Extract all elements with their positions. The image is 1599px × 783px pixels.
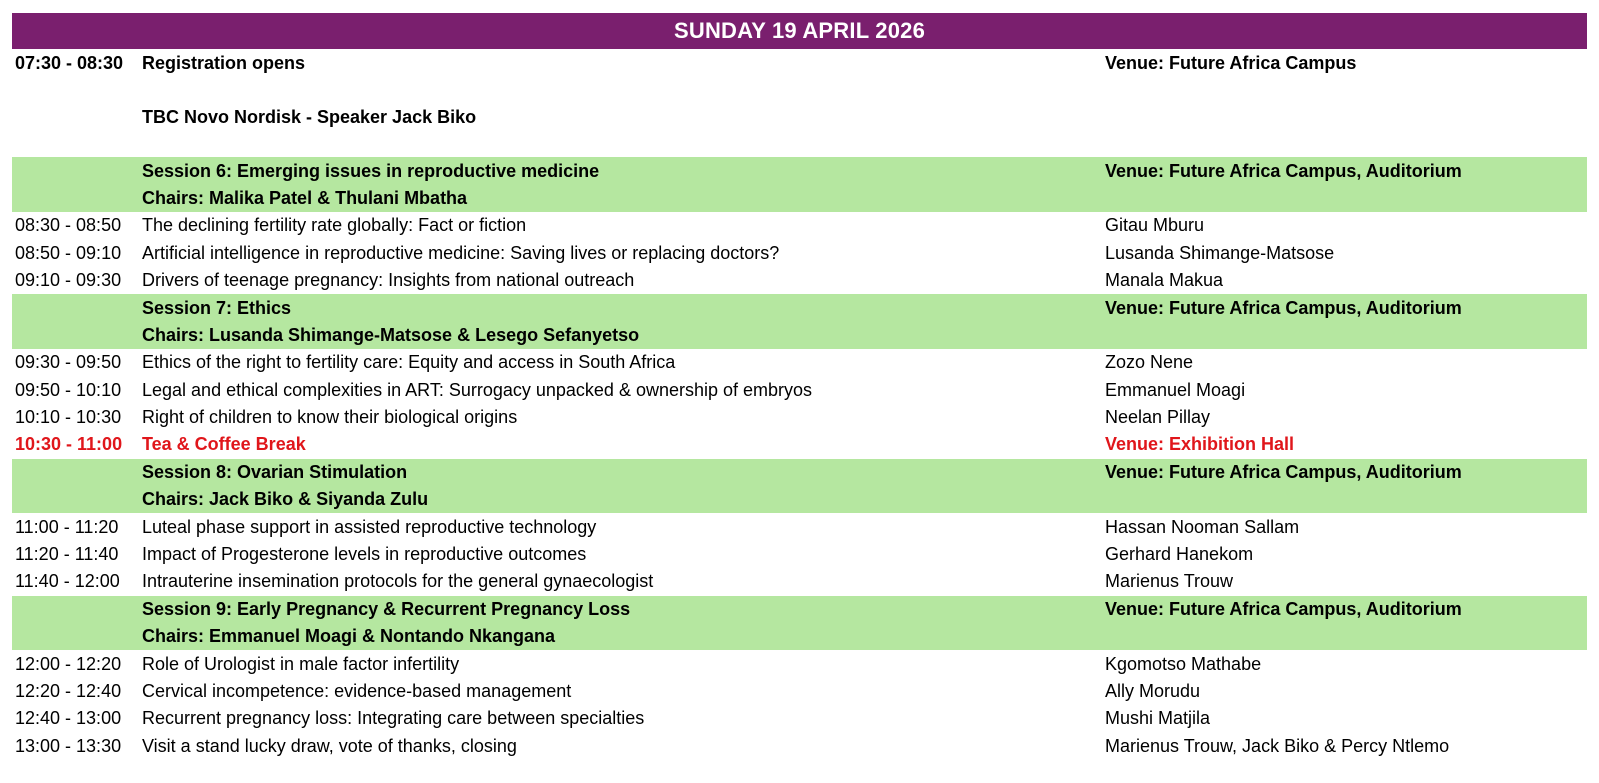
talk-title: Luteal phase support in assisted reproductive technology bbox=[142, 516, 597, 537]
session-header-row bbox=[12, 459, 1587, 486]
session-header-row bbox=[12, 294, 1587, 321]
speaker-name: Zozo Nene bbox=[1105, 352, 1194, 373]
time-cell: 08:30 - 08:50 bbox=[15, 215, 122, 236]
speaker-name: Gitau Mburu bbox=[1105, 215, 1205, 236]
sponsor-row bbox=[12, 104, 1587, 131]
session-chairs: Chairs: Malika Patel & Thulani Mbatha bbox=[142, 187, 468, 208]
session-venue: Venue: Future Africa Campus, Auditorium bbox=[1105, 461, 1462, 482]
session-header-row bbox=[12, 596, 1587, 623]
talk-row bbox=[12, 404, 1587, 431]
session-chairs: Chairs: Lusanda Shimange-Matsose & Lesego Sefanyetso bbox=[142, 324, 640, 345]
session-chairs-row bbox=[12, 623, 1587, 650]
spacer bbox=[12, 77, 1587, 104]
speaker-name: Mushi Matjila bbox=[1105, 708, 1211, 729]
programme-sheet bbox=[12, 13, 1587, 760]
speaker-name: Marienus Trouw, Jack Biko & Percy Ntlemo bbox=[1105, 735, 1450, 756]
talk-row bbox=[12, 212, 1587, 239]
venue-cell: Venue: Future Africa Campus bbox=[1105, 52, 1357, 73]
talk-row bbox=[12, 349, 1587, 376]
break-row bbox=[12, 431, 1587, 458]
speaker-name: Lusanda Shimange-Matsose bbox=[1105, 242, 1335, 263]
talk-row bbox=[12, 705, 1587, 732]
talk-title: Right of children to know their biological origins bbox=[142, 407, 518, 428]
talk-title: Impact of Progesterone levels in reproductive outcomes bbox=[142, 544, 587, 565]
session-header-row bbox=[12, 157, 1587, 184]
talk-title: Legal and ethical complexities in ART: Surrogacy unpacked & ownership of embryos bbox=[142, 379, 813, 400]
session-title: Session 9: Early Pregnancy & Recurrent Pregnancy Loss bbox=[142, 598, 631, 619]
session-venue: Venue: Future Africa Campus, Auditorium bbox=[1105, 297, 1462, 318]
talk-title: Ethics of the right to fertility care: Equity and access in South Africa bbox=[142, 352, 676, 373]
talk-row bbox=[12, 568, 1587, 595]
session-title: Session 6: Emerging issues in reproductive medicine bbox=[142, 160, 600, 181]
speaker-name: Hassan Nooman Sallam bbox=[1105, 516, 1300, 537]
speaker-name: Manala Makua bbox=[1105, 270, 1224, 291]
day-banner: SUNDAY 19 APRIL 2026 bbox=[12, 13, 1587, 49]
registration-row bbox=[12, 49, 1587, 77]
speaker-name: Gerhard Hanekom bbox=[1105, 544, 1254, 565]
break-label: Tea & Coffee Break bbox=[142, 434, 306, 455]
session-chairs-row bbox=[12, 185, 1587, 212]
speaker-name: Emmanuel Moagi bbox=[1105, 379, 1246, 400]
talk-row bbox=[12, 267, 1587, 294]
talk-title: Intrauterine insemination protocols for the general gynaecologist bbox=[142, 571, 654, 592]
session-chairs: Chairs: Emmanuel Moagi & Nontando Nkangana bbox=[142, 626, 556, 647]
talk-row bbox=[12, 733, 1587, 760]
speaker-name: Neelan Pillay bbox=[1105, 407, 1211, 428]
time-cell: 08:50 - 09:10 bbox=[15, 242, 122, 263]
session-chairs: Chairs: Jack Biko & Siyanda Zulu bbox=[142, 489, 429, 510]
time-cell: 09:50 - 10:10 bbox=[15, 379, 122, 400]
time-cell: 10:10 - 10:30 bbox=[15, 407, 122, 428]
time-cell: 11:40 - 12:00 bbox=[15, 571, 120, 592]
break-venue: Venue: Exhibition Hall bbox=[1105, 434, 1295, 455]
talk-title: Artificial intelligence in reproductive medicine: Saving lives or replacing doctors? bbox=[142, 242, 780, 263]
talk-title: Visit a stand lucky draw, vote of thanks, closing bbox=[142, 735, 517, 756]
session-title: Session 7: Ethics bbox=[142, 297, 292, 318]
time-cell: 12:00 - 12:20 bbox=[15, 653, 122, 674]
time-cell: 09:30 - 09:50 bbox=[15, 352, 122, 373]
time-cell: 13:00 - 13:30 bbox=[15, 735, 122, 756]
speaker-name: Kgomotso Mathabe bbox=[1105, 653, 1262, 674]
session-title: Session 8: Ovarian Stimulation bbox=[142, 461, 408, 482]
talk-row bbox=[12, 377, 1587, 404]
session-venue: Venue: Future Africa Campus, Auditorium bbox=[1105, 160, 1462, 181]
time-cell: 12:20 - 12:40 bbox=[15, 681, 122, 701]
talk-row bbox=[12, 678, 1587, 705]
talk-title: The declining fertility rate globally: Fact or fiction bbox=[142, 215, 527, 236]
time-cell: 09:10 - 09:30 bbox=[15, 270, 122, 291]
talk-title: Role of Urologist in male factor infertility bbox=[142, 653, 460, 674]
item-title: Registration opens bbox=[142, 52, 306, 73]
time-cell: 12:40 - 13:00 bbox=[15, 708, 122, 729]
talk-row bbox=[12, 513, 1587, 540]
talk-row bbox=[12, 541, 1587, 568]
sponsor-line: TBC Novo Nordisk - Speaker Jack Biko bbox=[142, 106, 477, 127]
time-cell: 07:30 - 08:30 bbox=[15, 52, 124, 73]
speaker-name: Marienus Trouw bbox=[1105, 571, 1234, 592]
session-chairs-row bbox=[12, 322, 1587, 349]
talk-title: Drivers of teenage pregnancy: Insights from national outreach bbox=[142, 270, 635, 291]
speaker-name: Ally Morudu bbox=[1105, 681, 1201, 701]
time-cell: 11:00 - 11:20 bbox=[15, 516, 119, 537]
talk-row bbox=[12, 650, 1587, 677]
time-cell: 10:30 - 11:00 bbox=[15, 434, 123, 455]
session-chairs-row bbox=[12, 486, 1587, 513]
spacer bbox=[12, 131, 1587, 158]
session-venue: Venue: Future Africa Campus, Auditorium bbox=[1105, 598, 1462, 619]
talk-row bbox=[12, 240, 1587, 267]
talk-title: Recurrent pregnancy loss: Integrating care between specialties bbox=[142, 708, 645, 729]
talk-title: Cervical incompetence: evidence-based management bbox=[142, 681, 572, 701]
time-cell: 11:20 - 11:40 bbox=[15, 544, 119, 565]
